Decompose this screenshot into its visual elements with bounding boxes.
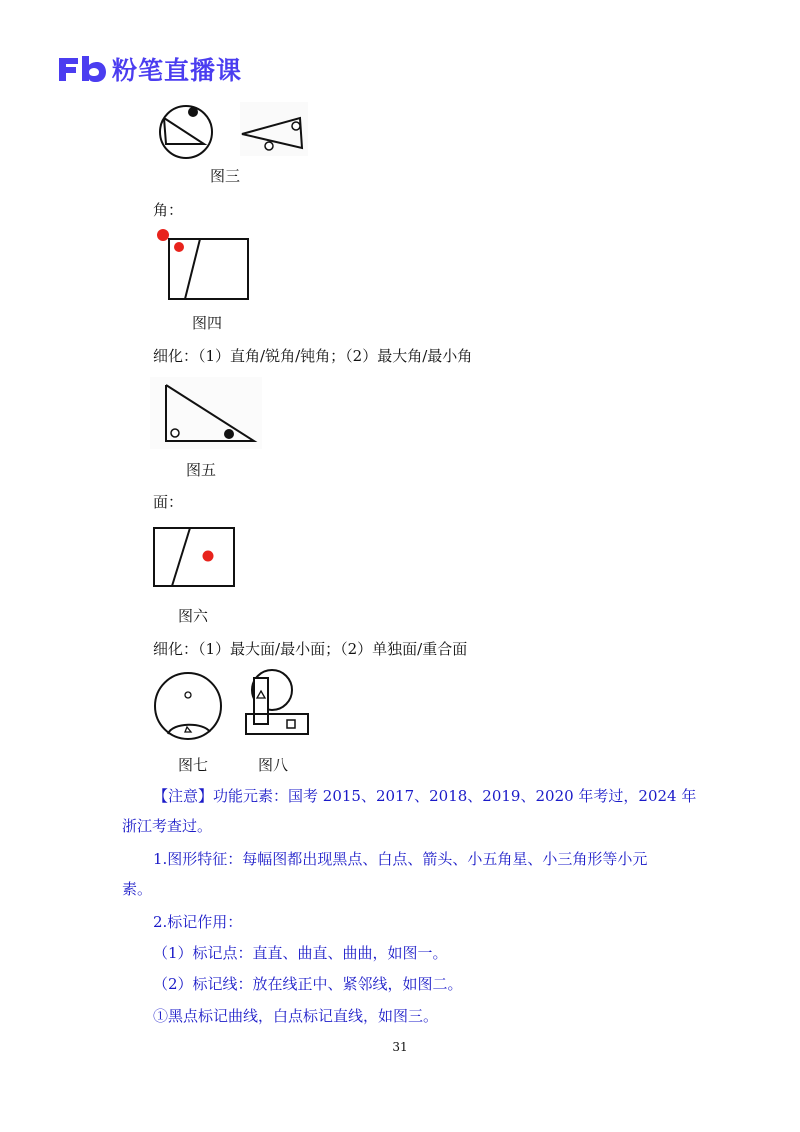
figure-6-caption: 图六 xyxy=(178,607,209,625)
figure-5-caption: 图五 xyxy=(186,461,217,479)
note-line-1-cont: 浙江考查过。 xyxy=(122,817,213,835)
note-item-2: 2.标记作用： xyxy=(153,913,243,931)
figure-6-drawing xyxy=(150,524,240,590)
figure-4-caption: 图四 xyxy=(192,314,223,332)
figure-8-drawing xyxy=(240,668,312,748)
fb-logo-icon xyxy=(56,54,108,84)
note-line-1-text: 功能元素：国考 2015、2017、2018、2019、2020 年考过，2024 年 xyxy=(213,787,697,805)
face-detail: 细化：（1）最大面/最小面；（2）单独面/重合面 xyxy=(153,640,468,658)
note-item-1: 1.图形特征：每幅图都出现黑点、白点、箭头、小五角星、小三角形等小元 xyxy=(153,850,648,868)
note-tag: 【注意】 xyxy=(153,787,214,805)
angle-heading: 角： xyxy=(153,201,184,219)
note-item-1-cont: 素。 xyxy=(122,880,153,898)
figure-3-caption: 图三 xyxy=(210,167,241,185)
note-item-2-3: ①黑点标记曲线，白点标记直线，如图三。 xyxy=(153,1007,439,1025)
note-item-2-2: （2）标记线：放在线正中、紧邻线，如图二。 xyxy=(153,975,463,993)
brand-logo xyxy=(56,52,242,86)
figure-3-drawing xyxy=(150,100,315,160)
face-heading: 面： xyxy=(153,493,184,511)
figure-8-caption: 图八 xyxy=(258,756,289,774)
page-number: 31 xyxy=(392,1040,408,1054)
angle-detail: 细化：（1）直角/锐角/钝角；（2）最大角/最小角 xyxy=(153,347,473,365)
figure-7-caption: 图七 xyxy=(178,756,209,774)
figure-7-drawing xyxy=(150,668,230,748)
note-line-1 xyxy=(153,786,696,806)
brand-name: 粉笔直播课 xyxy=(112,56,243,85)
figure-4-drawing xyxy=(155,226,255,302)
note-item-2-1: （1）标记点：直直、曲直、曲曲，如图一。 xyxy=(153,944,448,962)
figure-5-drawing xyxy=(150,375,265,451)
